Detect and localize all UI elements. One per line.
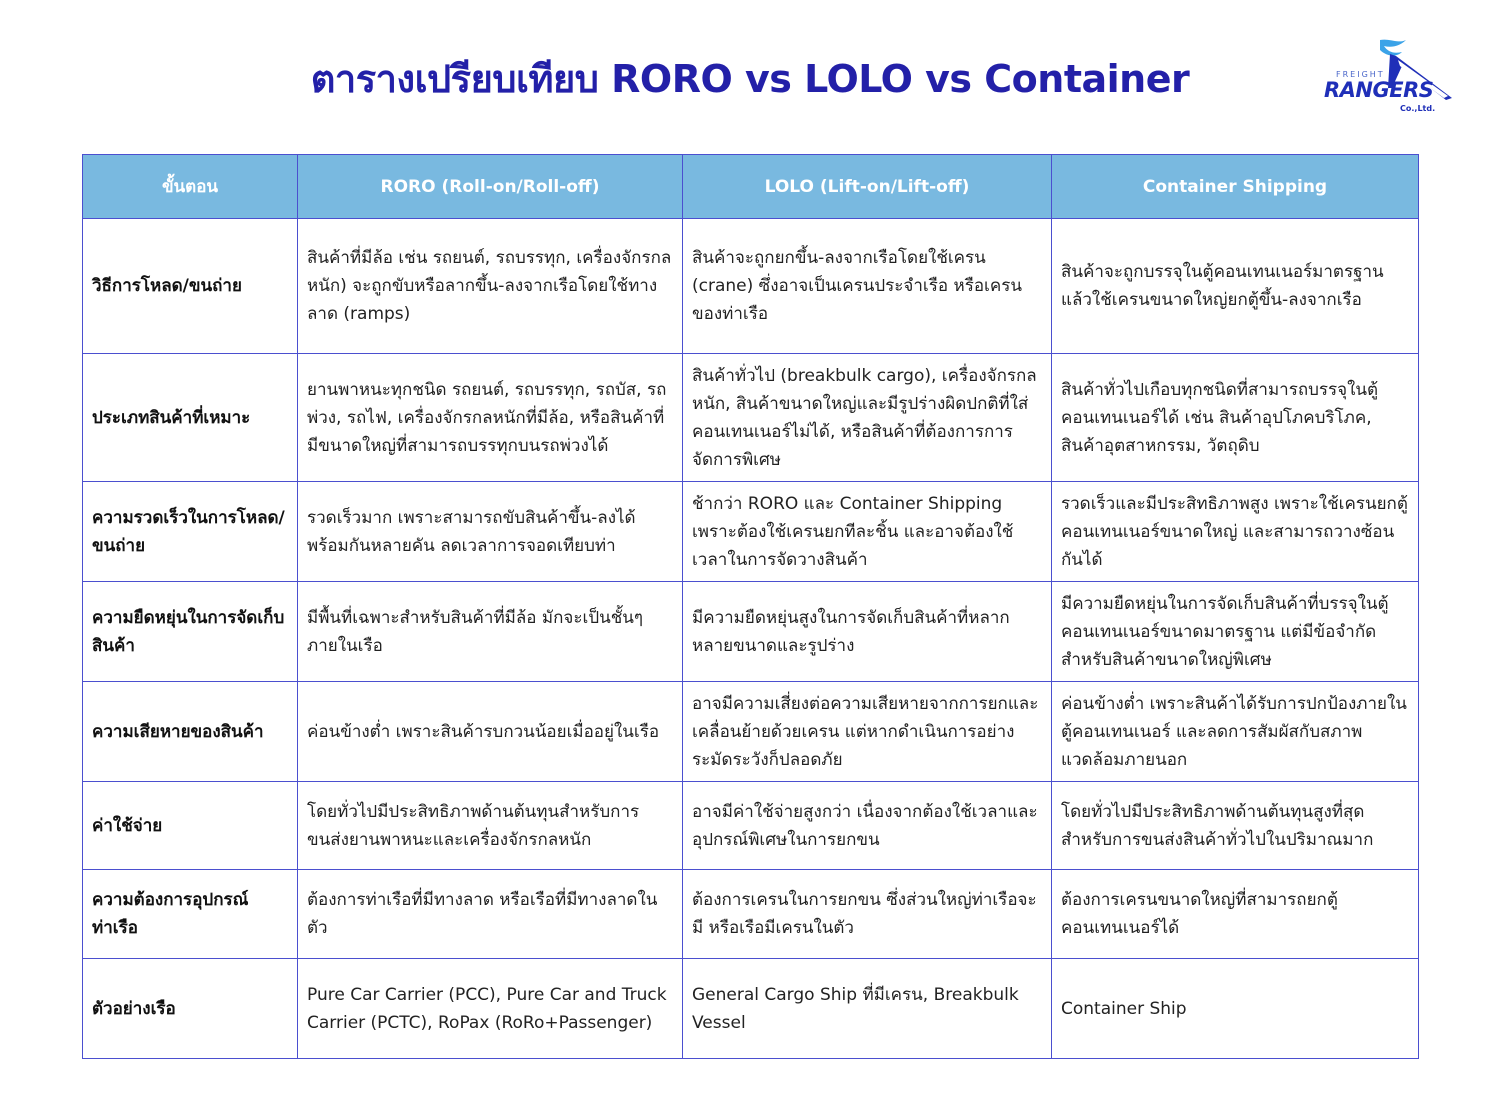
row-label: ความรวดเร็วในการโหลด/ขนถ่าย <box>83 482 298 582</box>
table-row <box>83 354 1419 482</box>
cell-roro: รวดเร็วมาก เพราะสามารถขับสินค้าขึ้น-ลงได้พร้อมกันหลายคัน ลดเวลาการจอดเทียบท่า <box>298 482 683 582</box>
cell-container: รวดเร็วและมีประสิทธิภาพสูง เพราะใช้เครนยกตู้คอนเทนเนอร์ขนาดใหญ่ และสามารถวางซ้อนกันได้ <box>1052 482 1419 582</box>
table-row <box>83 959 1419 1059</box>
row-label: ความยืดหยุ่นในการจัดเก็บสินค้า <box>83 582 298 682</box>
table-row <box>83 582 1419 682</box>
cell-lolo: สินค้าทั่วไป (breakbulk cargo), เครื่องจักรกลหนัก, สินค้าขนาดใหญ่และมีรูปร่างผิดปกติที่ใส่คอนเทนเนอร์ไม่ได้, หรือสินค้าที่ต้องการการจัดการพิเศษ <box>683 354 1052 482</box>
page-title: ตารางเปรียบเทียบ RORO vs LOLO vs Container <box>310 57 1190 101</box>
cell-roro: มีพื้นที่เฉพาะสำหรับสินค้าที่มีล้อ มักจะเป็นชั้นๆ ภายในเรือ <box>298 582 683 682</box>
table-row <box>83 782 1419 870</box>
cell-roro: Pure Car Carrier (PCC), Pure Car and Truck Carrier (PCTC), RoPax (RoRo+Passenger) <box>298 959 683 1059</box>
cell-lolo: อาจมีค่าใช้จ่ายสูงกว่า เนื่องจากต้องใช้เวลาและอุปกรณ์พิเศษในการยกขน <box>683 782 1052 870</box>
cell-container: ต้องการเครนขนาดใหญ่ที่สามารถยกตู้คอนเทนเนอร์ได้ <box>1052 870 1419 959</box>
row-label: ความเสียหายของสินค้า <box>83 682 298 782</box>
cell-lolo: อาจมีความเสี่ยงต่อความเสียหายจากการยกและเคลื่อนย้ายด้วยเครน แต่หากดำเนินการอย่างระมัดระวังก็ปลอดภัย <box>683 682 1052 782</box>
header-lolo: LOLO (Lift-on/Lift-off) <box>683 155 1052 219</box>
logo-brand-text: RANGERS <box>1324 78 1434 102</box>
cell-roro: ต้องการท่าเรือที่มีทางลาด หรือเรือที่มีทางลาดในตัว <box>298 870 683 959</box>
cell-container: ค่อนข้างต่ำ เพราะสินค้าได้รับการปกป้องภายในตู้คอนเทนเนอร์ และลดการสัมผัสกับสภาพแวดล้อมภายนอก <box>1052 682 1419 782</box>
logo-suffix-text: Co.,Ltd. <box>1400 104 1436 113</box>
row-label: ประเภทสินค้าที่เหมาะ <box>83 354 298 482</box>
header-roro: RORO (Roll-on/Roll-off) <box>298 155 683 219</box>
table-row <box>83 870 1419 959</box>
row-label: ค่าใช้จ่าย <box>83 782 298 870</box>
comparison-table <box>82 154 1419 1059</box>
cell-container: โดยทั่วไปมีประสิทธิภาพด้านต้นทุนสูงที่สุดสำหรับการขนส่งสินค้าทั่วไปในปริมาณมาก <box>1052 782 1419 870</box>
cell-lolo: ช้ากว่า RORO และ Container Shipping เพราะต้องใช้เครนยกทีละชิ้น และอาจต้องใช้เวลาในการจัดวางสินค้า <box>683 482 1052 582</box>
table-row <box>83 219 1419 354</box>
cell-container: มีความยืดหยุ่นในการจัดเก็บสินค้าที่บรรจุในตู้คอนเทนเนอร์ขนาดมาตรฐาน แต่มีข้อจำกัดสำหรับสินค้าขนาดใหญ่พิเศษ <box>1052 582 1419 682</box>
cell-lolo: สินค้าจะถูกยกขึ้น-ลงจากเรือโดยใช้เครน (crane) ซึ่งอาจเป็นเครนประจำเรือ หรือเครนของท่าเรือ <box>683 219 1052 354</box>
cell-lolo: General Cargo Ship ที่มีเครน, Breakbulk Vessel <box>683 959 1052 1059</box>
cell-lolo: ต้องการเครนในการยกขน ซึ่งส่วนใหญ่ท่าเรือจะมี หรือเรือมีเครนในตัว <box>683 870 1052 959</box>
company-logo <box>1318 36 1468 116</box>
cell-container: สินค้าทั่วไปเกือบทุกชนิดที่สามารถบรรจุในตู้คอนเทนเนอร์ได้ เช่น สินค้าอุปโภคบริโภค, สินค้าอุตสาหกรรม, วัตถุดิบ <box>1052 354 1419 482</box>
header-container: Container Shipping <box>1052 155 1419 219</box>
logo-freight-text: FREIGHT <box>1336 70 1385 79</box>
cell-roro: สินค้าที่มีล้อ เช่น รถยนต์, รถบรรทุก, เครื่องจักรกลหนัก) จะถูกขับหรือลากขึ้น-ลงจากเรือโดยใช้ทางลาด (ramps) <box>298 219 683 354</box>
cell-container: Container Ship <box>1052 959 1419 1059</box>
table-row <box>83 482 1419 582</box>
table-row <box>83 682 1419 782</box>
cell-roro: ยานพาหนะทุกชนิด รถยนต์, รถบรรทุก, รถบัส, รถพ่วง, รถไฟ, เครื่องจักรกลหนักที่มีล้อ, หรือสินค้าที่มีขนาดใหญ่ที่สามารถบรรทุกบนรถพ่วงได้ <box>298 354 683 482</box>
cell-container: สินค้าจะถูกบรรจุในตู้คอนเทนเนอร์มาตรฐาน แล้วใช้เครนขนาดใหญ่ยกตู้ขึ้น-ลงจากเรือ <box>1052 219 1419 354</box>
row-label: ตัวอย่างเรือ <box>83 959 298 1059</box>
cell-roro: โดยทั่วไปมีประสิทธิภาพด้านต้นทุนสำหรับการขนส่งยานพาหนะและเครื่องจักรกลหนัก <box>298 782 683 870</box>
row-label: ความต้องการอุปกรณ์ท่าเรือ <box>83 870 298 959</box>
cell-lolo: มีความยืดหยุ่นสูงในการจัดเก็บสินค้าที่หลากหลายขนาดและรูปร่าง <box>683 582 1052 682</box>
table-header-row <box>83 155 1419 219</box>
row-label: วิธีการโหลด/ขนถ่าย <box>83 219 298 354</box>
cell-roro: ค่อนข้างต่ำ เพราะสินค้ารบกวนน้อยเมื่ออยู่ในเรือ <box>298 682 683 782</box>
header-step: ขั้นตอน <box>83 155 298 219</box>
